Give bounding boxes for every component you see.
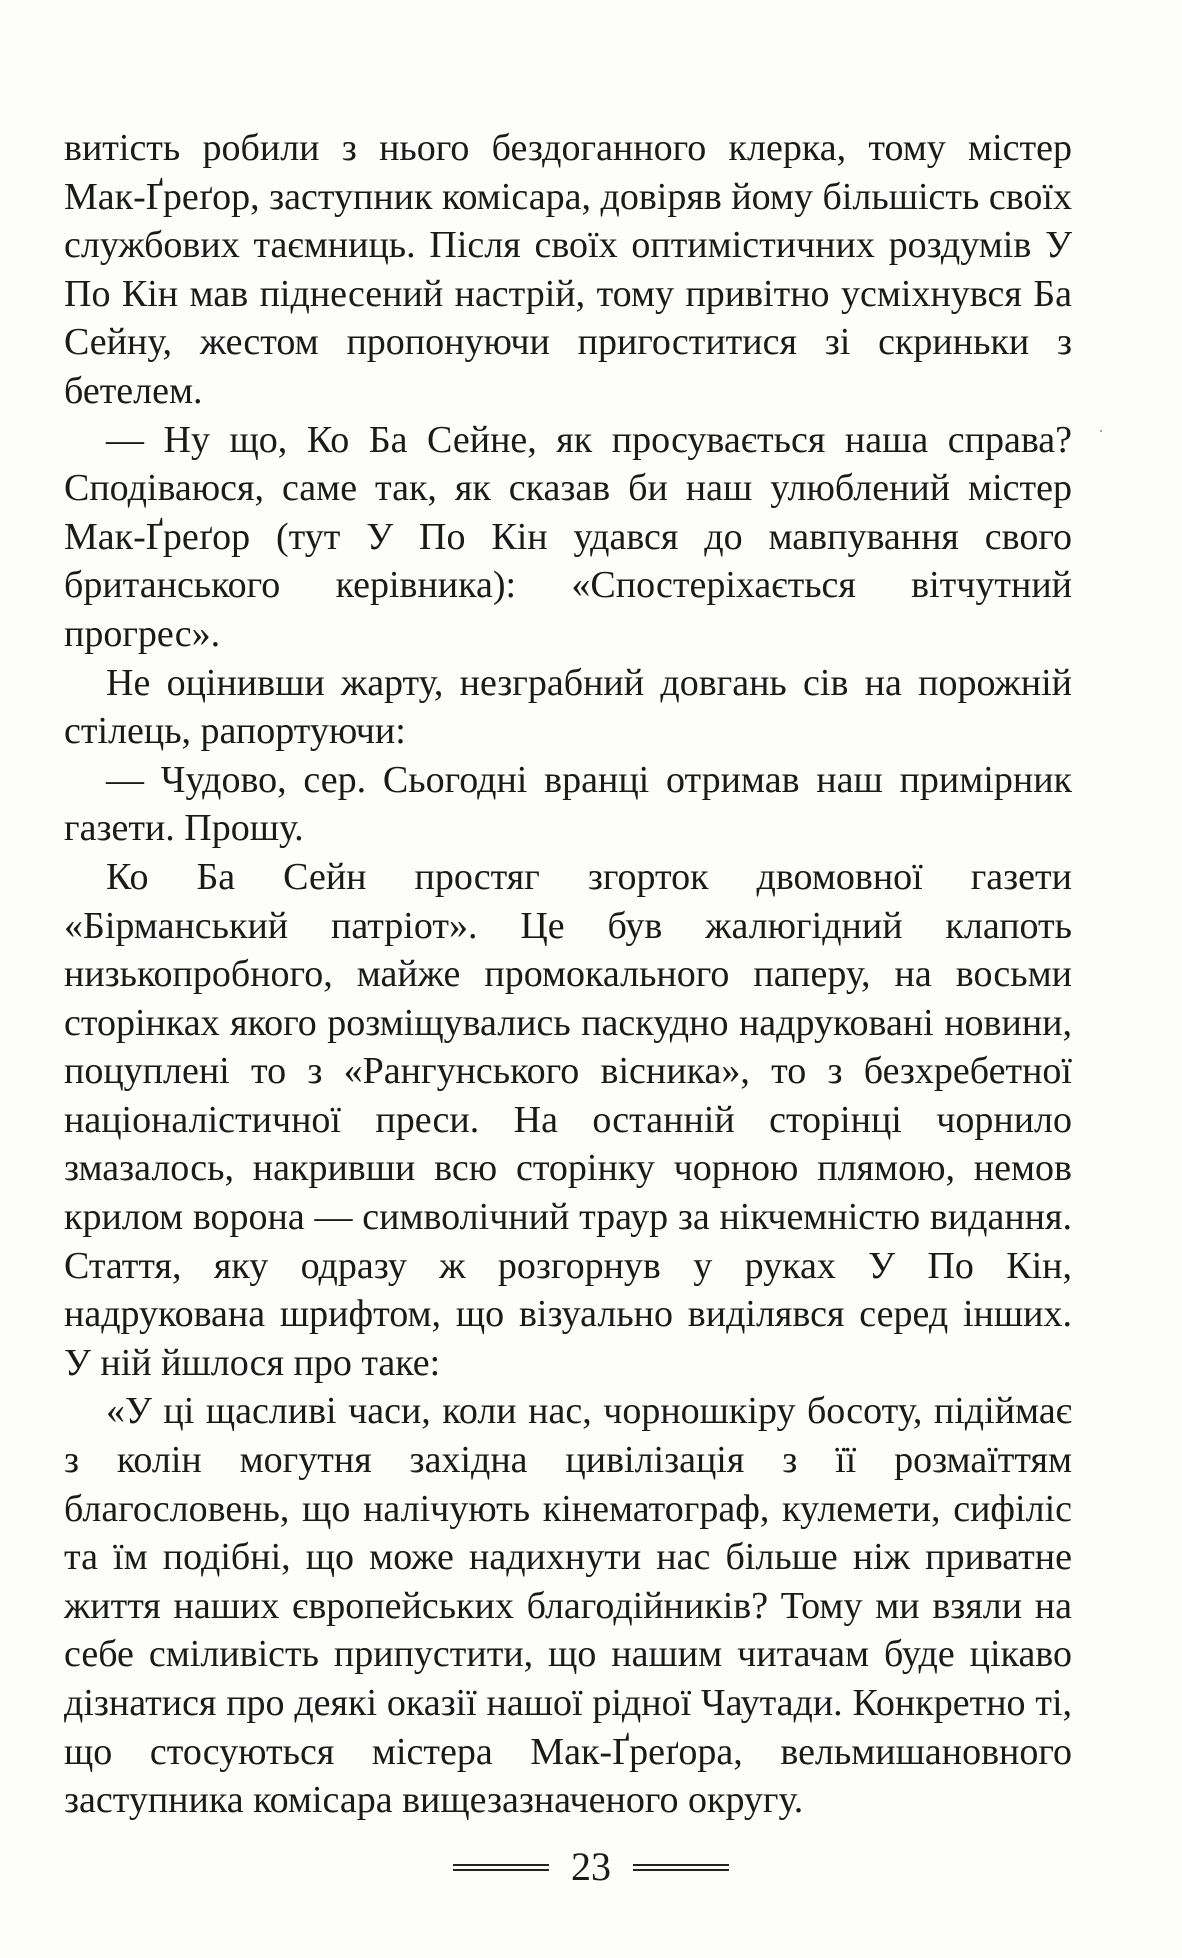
left-double-rule [453,1864,549,1871]
paragraph-4: — Чудово, сер. Сьогодні вранці отримав наш примірник газети. Прошу. [64,758,1072,850]
paragraph-6: «У ці щасливі часи, коли нас, чорношкіру босоту, підіймає з колін могутня західна цивілізація з її розмаїттям благословень, що налічують кінематограф, кулемети, сифіліс та їм подібні, що може надихнути нас більше ніж приватне життя наших європейських благодійників? Тому ми взяли на себе сміливість припустити, що нашим читачам буде цікаво дізнатися про деякі оказії нашої рідної Чаутади. Конкретно ті, що стосуються містера Мак-Ґреґора, вельмишановного заступника комісара вищезазначеного округу. [64,1390,1072,1822]
paragraph-5: Ко Ба Сейн простяг згорток двомовної газети «Бірманський патріот». Це був жалюгідний клапоть низькопробного, майже промокального паперу, на восьми сторінках якого розміщувались паскудно надруковані новини, поцуплені то з «Рангунського вісника», то з безхребетної націоналістичної преси. На останній сторінці чорнило змазалось, накривши всю сторінку чорною плямою, немов крилом ворона — символічний траур за нікчемністю видання. Стаття, яку одразу ж розгорнув у руках У По Кін, надрукована шрифтом, що візуально виділявся серед інших. У ній йшлося про таке: [64,855,1072,1384]
body-text [64,124,1072,1825]
right-double-rule [633,1864,729,1871]
paragraph-3: Не оцінивши жарту, незграбний довгань сів на порожній стілець, рапортуючи: [64,661,1072,753]
paper-speck [1100,430,1102,432]
paragraph-1: витість робили з нього бездоганного клерка, тому містер Мак-Ґреґор, заступник комісара, довіряв йому більшість своїх службових таємниць. Після своїх оптимістичних роздумів У По Кін мав піднесений настрій, тому привітно усміхнувся Ба Сейну, жестом пропонуючи пригоститися зі скриньки з бетелем. [64,127,1072,412]
page-footer [0,1837,1182,1897]
page-number: 23 [571,1844,611,1889]
paragraph-2: — Ну що, Ко Ба Сейне, як просувається наша справа? Сподіваюся, саме так, як сказав би наш улюблений містер Мак-Ґреґор (тут У По Кін удався до мавпування свого британського керівника): «Спостеріхається вітчутний прогрес». [64,418,1072,655]
